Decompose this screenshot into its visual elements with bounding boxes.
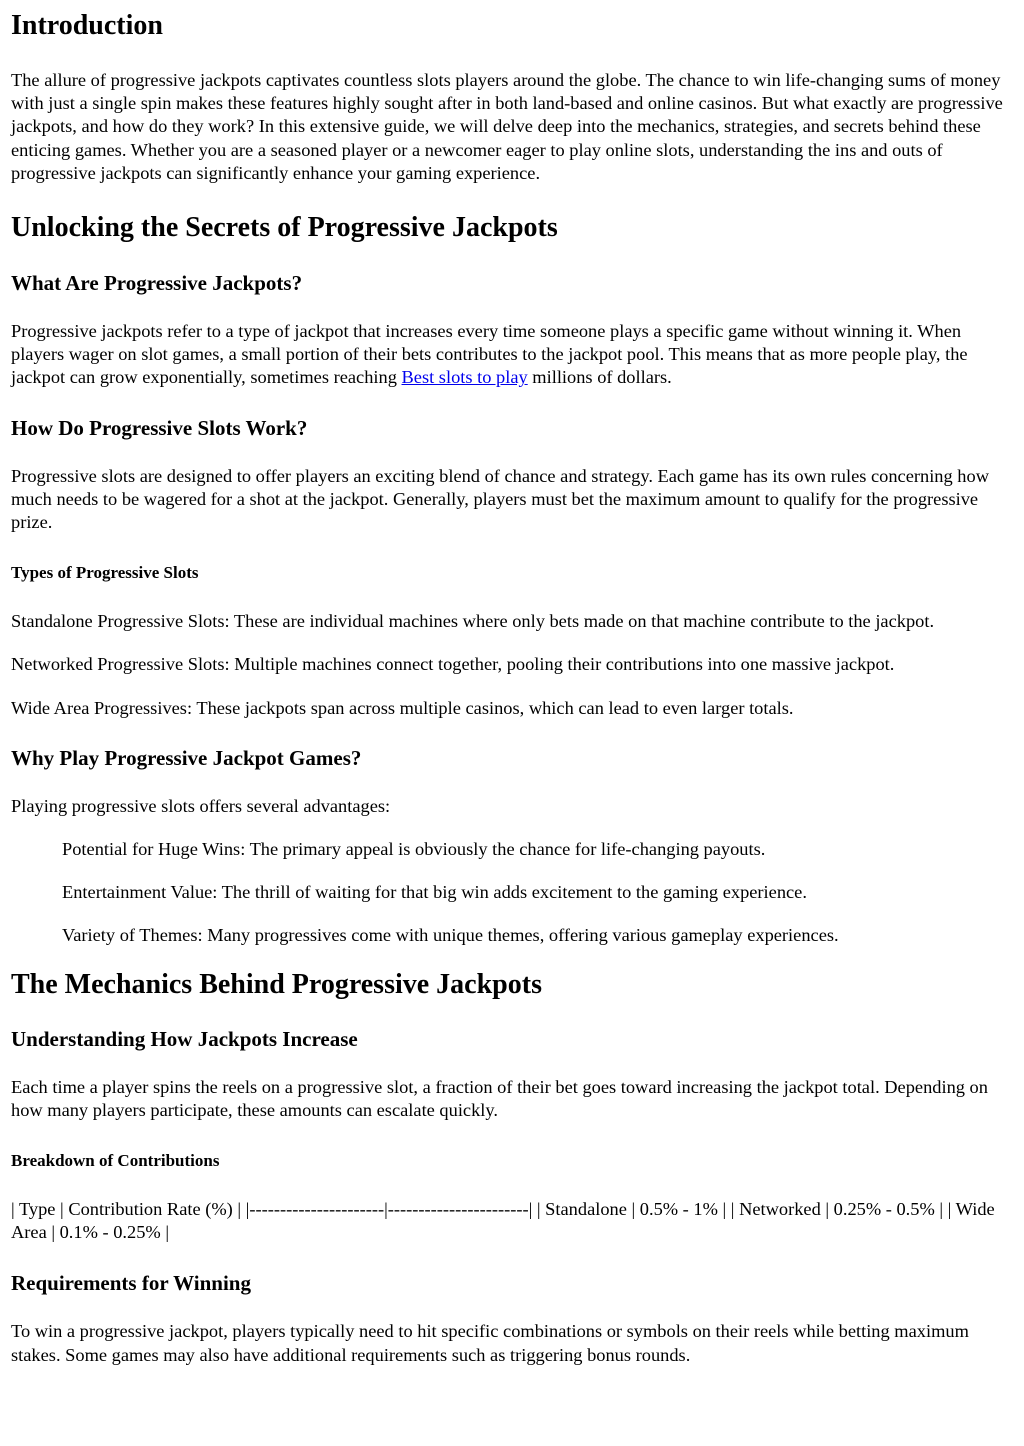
types-item-standalone: Standalone Progressive Slots: These are individual machines where only bets made on that machine contribute to the jackpot. xyxy=(11,611,935,632)
what-heading: What Are Progressive Jackpots? xyxy=(11,271,303,296)
requirements-heading: Requirements for Winning xyxy=(11,1271,251,1296)
types-item-networked: Networked Progressive Slots: Multiple machines connect together, pooling their contributions into one massive jackpot. xyxy=(11,654,895,675)
types-heading: Types of Progressive Slots xyxy=(11,563,199,583)
increase-heading: Understanding How Jackpots Increase xyxy=(11,1026,358,1051)
why-heading: Why Play Progressive Jackpot Games? xyxy=(11,745,362,770)
why-item-themes: Variety of Themes: Many progressives come with unique themes, offering various gameplay experiences. xyxy=(62,925,839,946)
requirements-paragraph: To win a progressive jackpot, players typically need to hit specific combinations or symbols on their reels while betting maximum stakes. Some games may also have additional requirements such as triggering bonus rounds. xyxy=(11,1321,969,1365)
best-slots-link[interactable]: Best slots to play xyxy=(401,367,528,388)
increase-paragraph: Each time a player spins the reels on a progressive slot, a fraction of their bet goes toward increasing the jackpot total. Depending on how many players participate, these amounts can escalate quickly. xyxy=(11,1076,988,1120)
introduction-paragraph: The allure of progressive jackpots captivates countless slots players around the globe. The chance to win life-changing sums of money with just a single spin makes these features highly sought after in both land-based and online casinos. But what exactly are progressive jackpots, and how do they work? In this extensive guide, we will delve deep into the mechanics, strategies, and secrets behind these enticing games. Whether you are a seasoned player or a newcomer eager to play online slots, understanding the ins and outs of progressive jackpots can significantly enhance your gaming experience. xyxy=(11,70,1003,183)
how-heading: How Do Progressive Slots Work? xyxy=(11,415,308,440)
why-item-entertainment: Entertainment Value: The thrill of waiting for that big win adds excitement to the gaming experience. xyxy=(62,882,807,903)
secrets-heading: Unlocking the Secrets of Progressive Jackpots xyxy=(11,212,558,244)
types-item-wide-area: Wide Area Progressives: These jackpots span across multiple casinos, which can lead to even larger totals. xyxy=(11,697,794,718)
why-item-huge-wins: Potential for Huge Wins: The primary appeal is obviously the chance for life-changing payouts. xyxy=(62,839,766,860)
why-intro: Playing progressive slots offers several advantages: xyxy=(11,795,391,816)
why-list xyxy=(11,838,1013,948)
article xyxy=(0,10,1024,1367)
what-text-after-link: millions of dollars. xyxy=(527,367,672,388)
what-text-before-link: Progressive jackpots refer to a type of jackpot that increases every time someone plays a specific game without winning it. When players wager on slot games, a small portion of their bets contributes to the jackpot pool. This means that as more people play, the jackpot can grow exponentially, sometimes reaching xyxy=(11,321,968,388)
breakdown-heading: Breakdown of Contributions xyxy=(11,1151,220,1171)
what-paragraph xyxy=(11,320,1013,390)
breakdown-table-text: | Type | Contribution Rate (%) | |----------------------|-----------------------| | Standalone | 0.5% - 1% | | Networked | 0.25% - 0.5% | | Wide Area | 0.1% - 0.25% | xyxy=(11,1199,995,1243)
introduction-heading: Introduction xyxy=(11,10,163,41)
how-paragraph: Progressive slots are designed to offer players an exciting blend of chance and strategy. Each game has its own rules concerning how much needs to be wagered for a shot at the jackpot. Generally, players must bet the maximum amount to qualify for the progressive prize. xyxy=(11,465,989,533)
mechanics-heading: The Mechanics Behind Progressive Jackpots xyxy=(11,968,542,1000)
